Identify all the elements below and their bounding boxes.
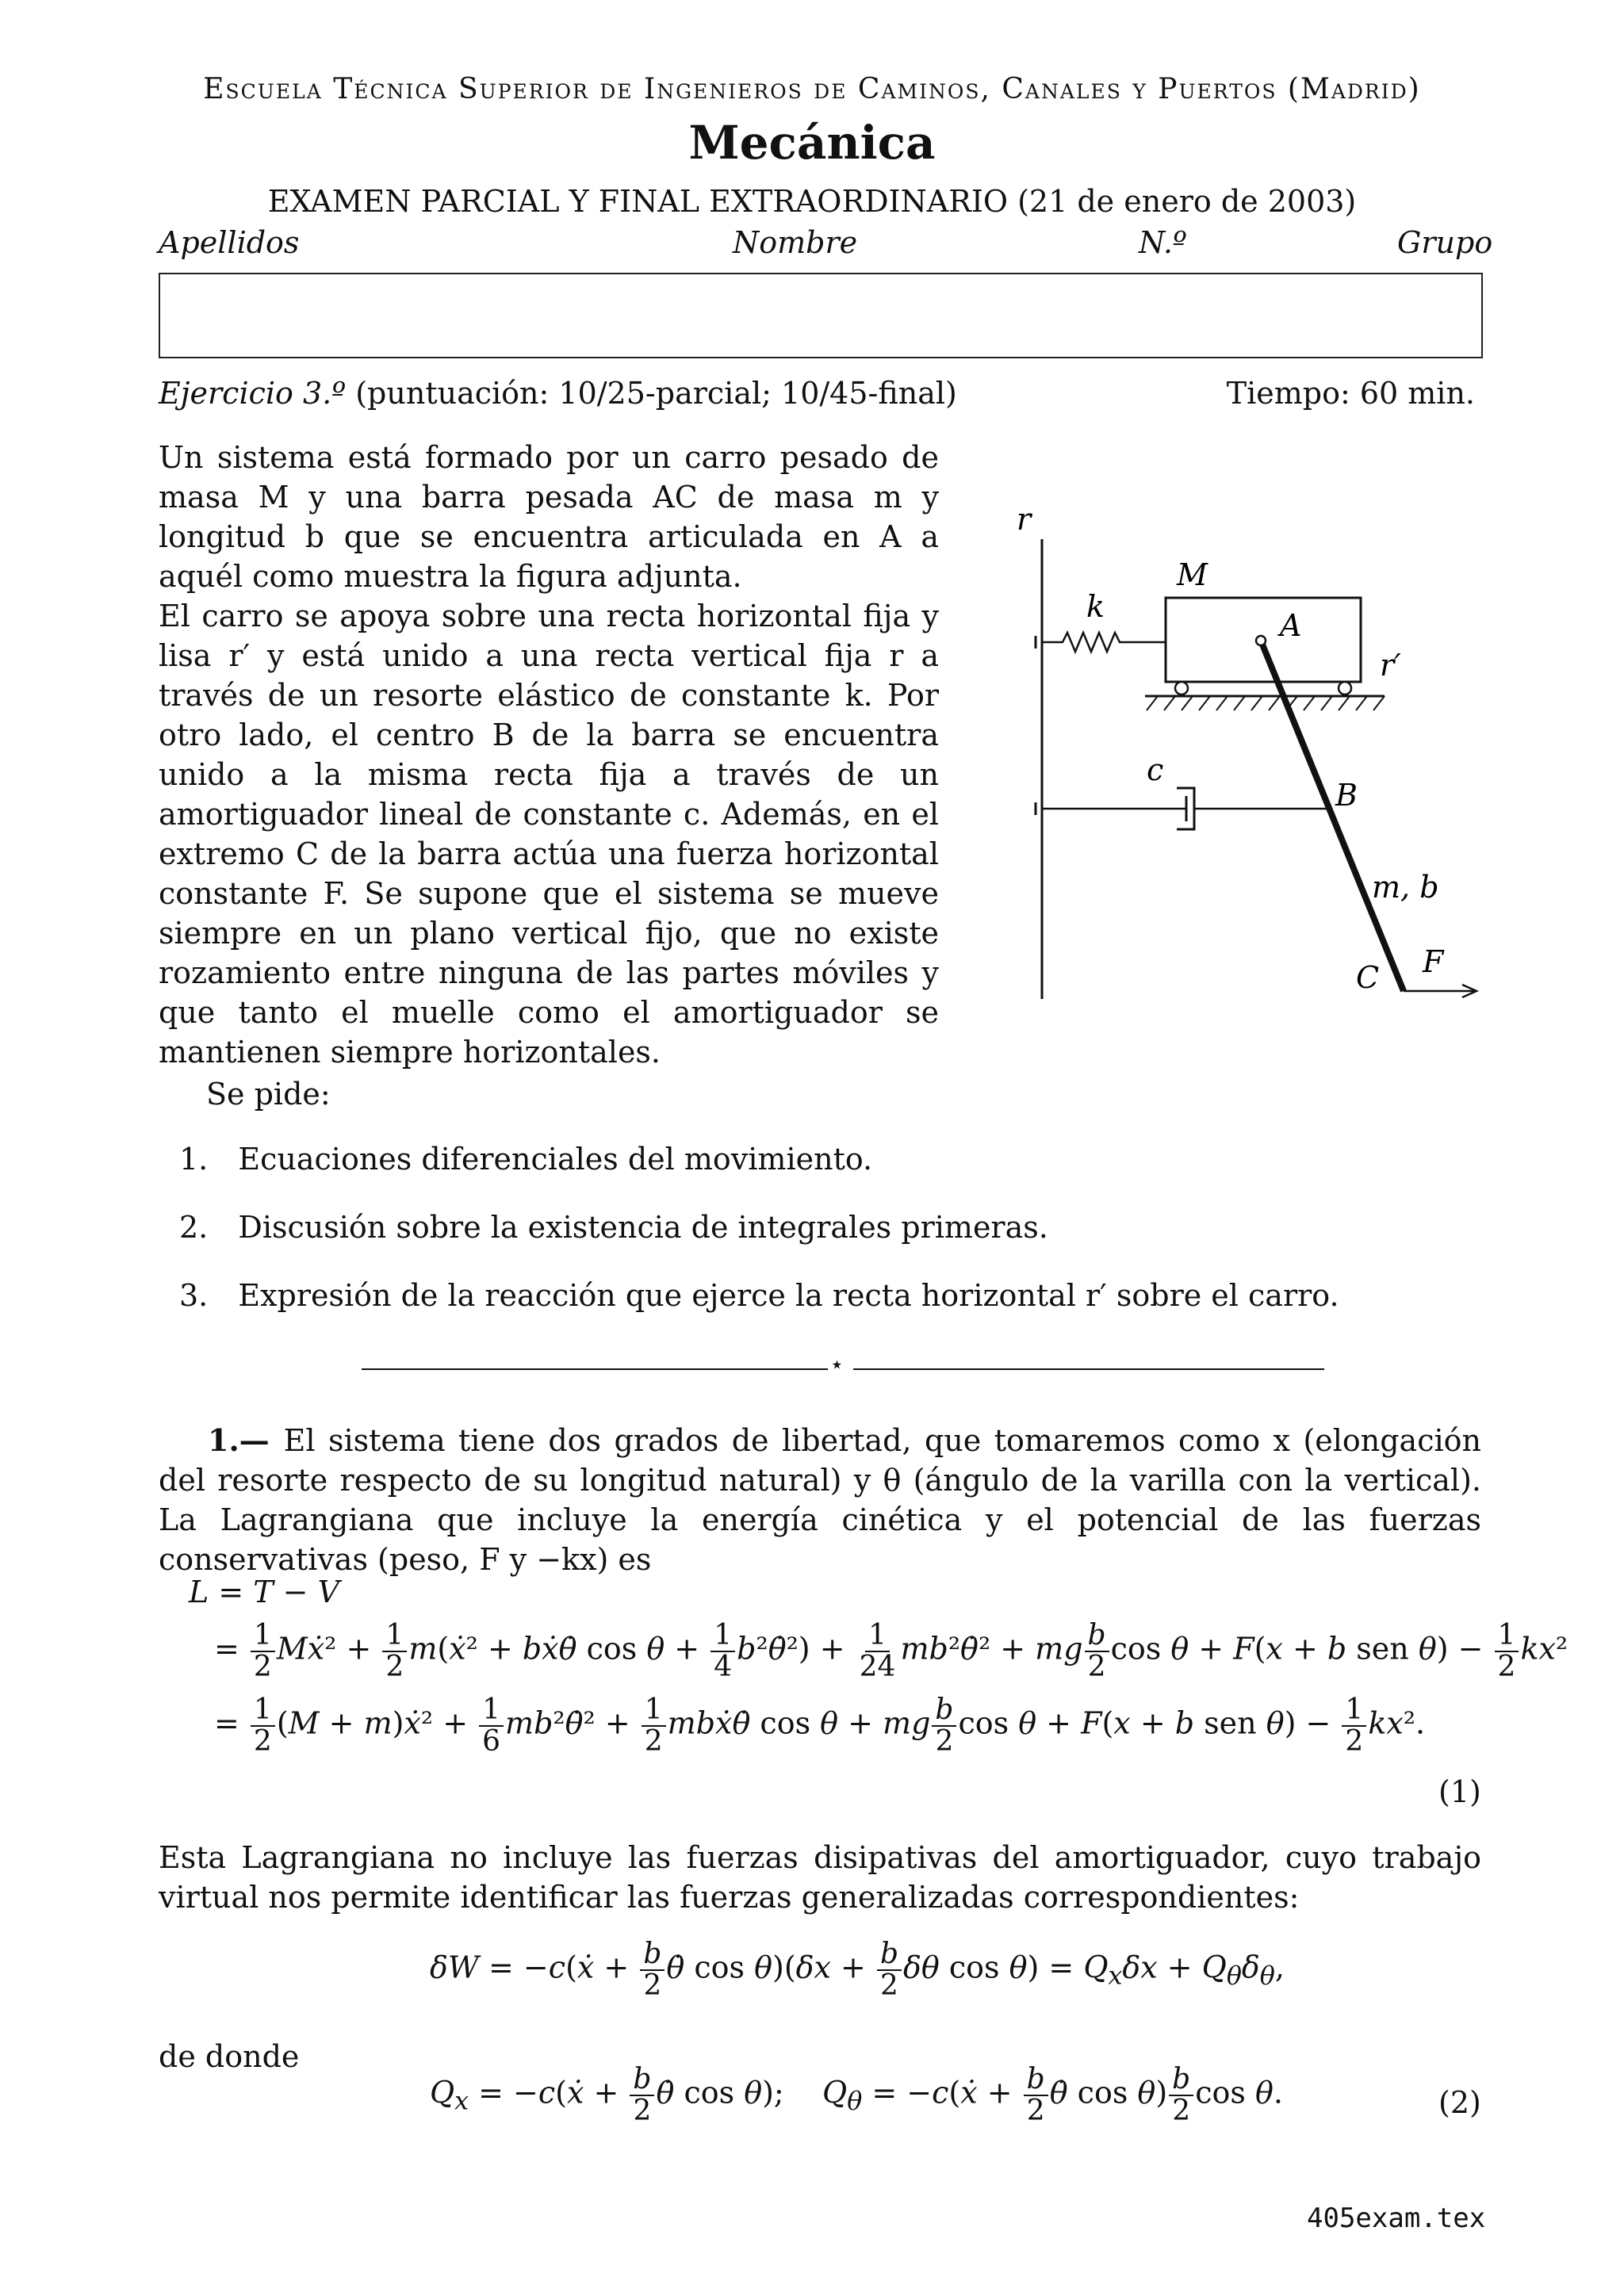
virtual-work-equation: δW = −c(ẋ + $\frac{b}{2}$ θ̇ cos θ)(δx + $\frac{b}{2}$ δθ $\cos \theta) = Q_x\delta x + Q_\theta\delta_\theta$, (430, 1938, 1285, 2002)
exercise-line (159, 376, 1475, 411)
statement-paragraph-1: Un sistema está formado por un carro pesado de masa M y una barra pesada AC de masa m y longitud b que se encuentra articulada en A a aquél como muestra la figura adjunta. (159, 440, 939, 594)
questions-intro: Se pide: (206, 1077, 331, 1112)
page-title: Mecánica (688, 116, 936, 170)
exam-subtitle: EXAMEN PARCIAL Y FINAL EXTRAORDINARIO (21 de enero de 2003) (267, 184, 1357, 219)
label-M: M (1177, 557, 1208, 592)
question-2-number: 2. (179, 1210, 209, 1245)
eq1-number: (1) (1438, 1774, 1481, 1809)
solution-heading: 1.— (208, 1422, 270, 1458)
question-3-number: 3. (179, 1278, 209, 1313)
spring-k (1042, 633, 1166, 652)
label-c: c (1147, 752, 1164, 787)
label-C: C (1356, 960, 1380, 995)
divider-right (853, 1368, 1324, 1370)
field-numero: N.º (1139, 225, 1187, 260)
solution-para-1 (159, 1421, 1481, 1579)
solution-para-1-text: El sistema tiene dos grados de libertad, que tomaremos como x (elongación del resorte respecto de su longitud natural) y θ (ángulo de la varilla con la vertical). La Lagrangiana que incluye la energía cinética y el potencial de las fuerzas conservativas (peso, F y −kx) es (159, 1423, 1481, 1577)
question-1-number: 1. (179, 1142, 209, 1177)
question-3 (179, 1278, 1339, 1313)
question-2 (179, 1210, 1048, 1245)
exercise-score: (puntuación: 10/25-parcial; 10/45-final) (355, 376, 957, 411)
statement (159, 438, 939, 1072)
label-A: A (1280, 608, 1302, 643)
pivot-A (1256, 636, 1266, 645)
eq2-number: (2) (1438, 2085, 1481, 2120)
label-r-prime: r′ (1380, 648, 1401, 683)
field-apellidos: Apellidos (159, 225, 300, 260)
field-nombre: Nombre (733, 225, 858, 260)
eq2-generalized-forces: $Q_x$ = −c(ẋ + $\frac{b}{2}$ θ̇ cos θ); $Q_\theta$ = −c(ẋ + $\frac{b}{2}$ θ̇ cos θ) $\frac{b}{2}$ cos θ. (430, 2063, 1283, 2127)
answer-box[interactable] (159, 273, 1483, 358)
solution-para-2: Esta Lagrangiana no incluye las fuerzas disipativas del amortiguador, cuyo trabajo virtual nos permite identificar las fuerzas generalizadas correspondientes: (159, 1840, 1481, 1915)
field-grupo: Grupo (1397, 225, 1493, 260)
bar-AC (1261, 641, 1404, 991)
de-donde: de donde (159, 2039, 300, 2074)
label-F: F (1423, 944, 1444, 979)
eq1-line-3: = $\frac{1}{2}$ (M + m)ẋ² + $\frac{1}{6}$ mb²θ̇² + $\frac{1}{2}$ mbẋθ̇ cos θ + mg $\frac{b}{2}$ cos θ + F(x + b sen θ) − $\frac{1}{2}$ kx². (214, 1693, 1426, 1758)
statement-paragraph-2: El carro se apoya sobre una recta horizontal fija y lisa r′ y está unido a una recta vertical fija r a través de un resorte elástico de constante k. Por otro lado, el centro B de la barra se encuentra unido a la misma recta fija a través de un amortiguador lineal de constante c. Además, en el extremo C de la barra actúa una fuerza horizontal constante F. Se supone que el sistema se mueve siempre en un plano vertical fijo, que no existe rozamiento entre ninguna de las partes móviles y que tanto el muelle como el amortiguador se mantienen siempre horizontales. (159, 599, 939, 1070)
label-mb: m, b (1372, 870, 1439, 905)
label-k: k (1086, 589, 1105, 624)
question-3-text: Expresión de la reacción que ejerce la recta horizontal r′ sobre el carro. (238, 1278, 1339, 1313)
ground-hatch (1147, 696, 1385, 710)
exercise-label: Ejercicio 3.º (159, 376, 347, 411)
exercise-time: Tiempo: 60 min. (1226, 376, 1475, 411)
label-B: B (1335, 778, 1358, 813)
wheel-right (1339, 682, 1351, 695)
mechanism-figure (999, 492, 1507, 1015)
eq1-line-1: L = T − V (189, 1575, 340, 1609)
label-r: r (1017, 502, 1032, 537)
footer-filename: 405exam.tex (1307, 2202, 1486, 2234)
eq1-line-2: = $\frac{1}{2}$ Mẋ² + $\frac{1}{2}$ m(ẋ² + bẋθ̇ cos θ + $\frac{1}{4}$ b²θ̇²) + $\frac{1}{24}$ mb²θ̇² + mg $\frac{b}{2}$ cos θ + F(x + b sen θ) − $\frac{1}{2}$ kx² (214, 1619, 1568, 1683)
question-1-text: Ecuaciones diferenciales del movimiento. (238, 1142, 873, 1177)
question-1 (179, 1142, 872, 1177)
question-2-text: Discusión sobre la existencia de integrales primeras. (238, 1210, 1048, 1245)
wheel-left (1175, 682, 1188, 695)
school-name: Escuela Técnica Superior de Ingenieros de Caminos, Canales y Puertos (Madrid) (203, 73, 1421, 105)
divider-star: ⋆ (829, 1351, 845, 1379)
divider-left (362, 1368, 828, 1370)
